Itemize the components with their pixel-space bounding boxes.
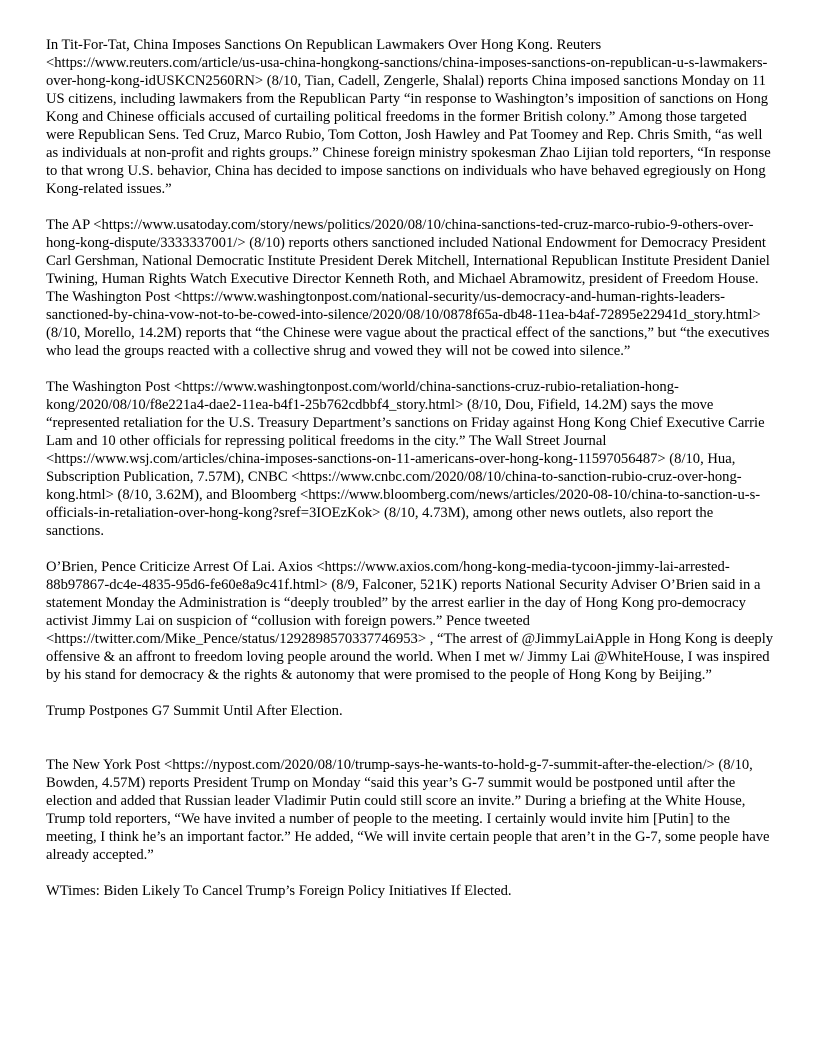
paragraph-ny-post-g7: The New York Post <https://nypost.com/2020/08/10/trump-says-he-wants-to-hold-g-7-summit-after-the-election/> (8/10, Bowden, 4.57M) reports President Trump on Monday “said this year’s G-7 summit would be postponed until after the election and added that Russian leader Vladimir Putin could still score an invite.” During a briefing at the White House, Trump told reporters, “We have invited a number of people to the meeting. I certainly would invite him [Putin] to the meeting, I think he’s an important factor.” He added, “We will invite certain people that aren’t in the G-7, some people have already accepted.” xyxy=(46,757,770,863)
paragraph-washington-post-retaliation: The Washington Post <https://www.washingtonpost.com/world/china-sanctions-cruz-rubio-retaliation-hong-kong/2020/08/10/f8e221a4-dae2-11ea-b4f1-25b762cdbbf4_story.html> (8/10, Dou, Fifield, 14.2M) says the move “represented retaliation for the U.S. Treasury Department’s sanctions on Friday against Hong Kong Chief Executive Carrie Lam and 10 other officials for repressing political freedoms in the city.” The Wall Street Journal <https://www.wsj.com/articles/china-imposes-sanctions-on-11-americans-over-hong-kong-11597056487> (8/10, Hua, Subscription Publication, 7.57M), CNBC <https://www.cnbc.com/2020/08/10/china-to-sanction-rubio-cruz-over-hong-kong.html> (8/10, 3.62M), and Bloomberg <https://www.bloomberg.com/news/articles/2020-08-10/china-to-sanction-u-s-officials-in-retaliation-over-hong-kong?sref=3IOEzKok> (8/10, 4.73M), among other news outlets, also report the sanctions. xyxy=(46,379,765,539)
paragraph-china-sanctions: In Tit-For-Tat, China Imposes Sanctions On Republican Lawmakers Over Hong Kong. Reuters <https://www.reuters.com/article/us-usa-china-hongkong-sanctions/china-imposes-sanctions-on-republican-u-s-lawmakers-over-hong-kong-idUSKCN2560RN> (8/10, Tian, Cadell, Zengerle, Shalal) reports China imposed sanctions Monday on 11 US citizens, including lawmakers from the Republican Party “in response to Washington’s imposition of sanctions on Hong Kong and Chinese officials accused of curtailing political freedoms in the former British colony.” Among those targeted were Republican Sens. Ted Cruz, Marco Rubio, Tom Cotton, Josh Hawley and Pat Toomey and Rep. Chris Smith, “as well as individuals at non-profit and rights groups.” Chinese foreign ministry spokesman Zhao Lijian told reporters, “In response to that wrong U.S. behavior, China has decided to impose sanctions on individuals who have behaved egregiously on Hong Kong-related issues.” xyxy=(46,37,771,197)
document-page xyxy=(46,36,774,900)
headline-g7-postponed: Trump Postpones G7 Summit Until After Election. xyxy=(46,703,343,719)
paragraph-obrien-pence-lai: O’Brien, Pence Criticize Arrest Of Lai. Axios <https://www.axios.com/hong-kong-media-tycoon-jimmy-lai-arrested-88b97867-dc4e-4835-95d6-fe60e8a9c41f.html> (8/9, Falconer, 521K) reports National Security Adviser O’Brien said in a statement Monday the Administration is “deeply troubled” by the arrest earlier in the day of Hong Kong pro-democracy activist Jimmy Lai on suspicion of “collusion with foreign powers.” Pence tweeted <https://twitter.com/Mike_Pence/status/1292898570337746953> , “The arrest of @JimmyLaiApple in Hong Kong is deeply offensive & an affront to freedom loving people around the world. When I met w/ Jimmy Lai @WhiteHouse, I was inspired by his stand for democracy & the rights & autonomy that were promised to the people of Hong Kong by Beijing.” xyxy=(46,559,774,683)
paragraph-ap-sanctioned-list: The AP <https://www.usatoday.com/story/news/politics/2020/08/10/china-sanctions-ted-cruz-marco-rubio-9-others-over-hong-kong-dispute/3333337001/> (8/10) reports others sanctioned included National Endowment for Democracy President Carl Gershman, National Democratic Institute President Derek Mitchell, International Republican Institute President Daniel Twining, Human Rights Watch Executive Director Kenneth Roth, and Michael Abramowitz, president of Freedom House. The Washington Post <https://www.washingtonpost.com/national-security/us-democracy-and-human-rights-leaders-sanctioned-by-china-vow-not-to-be-cowed-into-silence/2020/08/10/0878f65a-db48-11ea-b4af-72895e22941d_story.html> (8/10, Morello, 14.2M) reports that “the Chinese were vague about the practical effect of the sanctions,” but “the executives who lead the groups reacted with a collective shrug and vowed they will not be cowed into silence.” xyxy=(46,217,770,359)
headline-wtimes-biden: WTimes: Biden Likely To Cancel Trump’s Foreign Policy Initiatives If Elected. xyxy=(46,883,512,899)
